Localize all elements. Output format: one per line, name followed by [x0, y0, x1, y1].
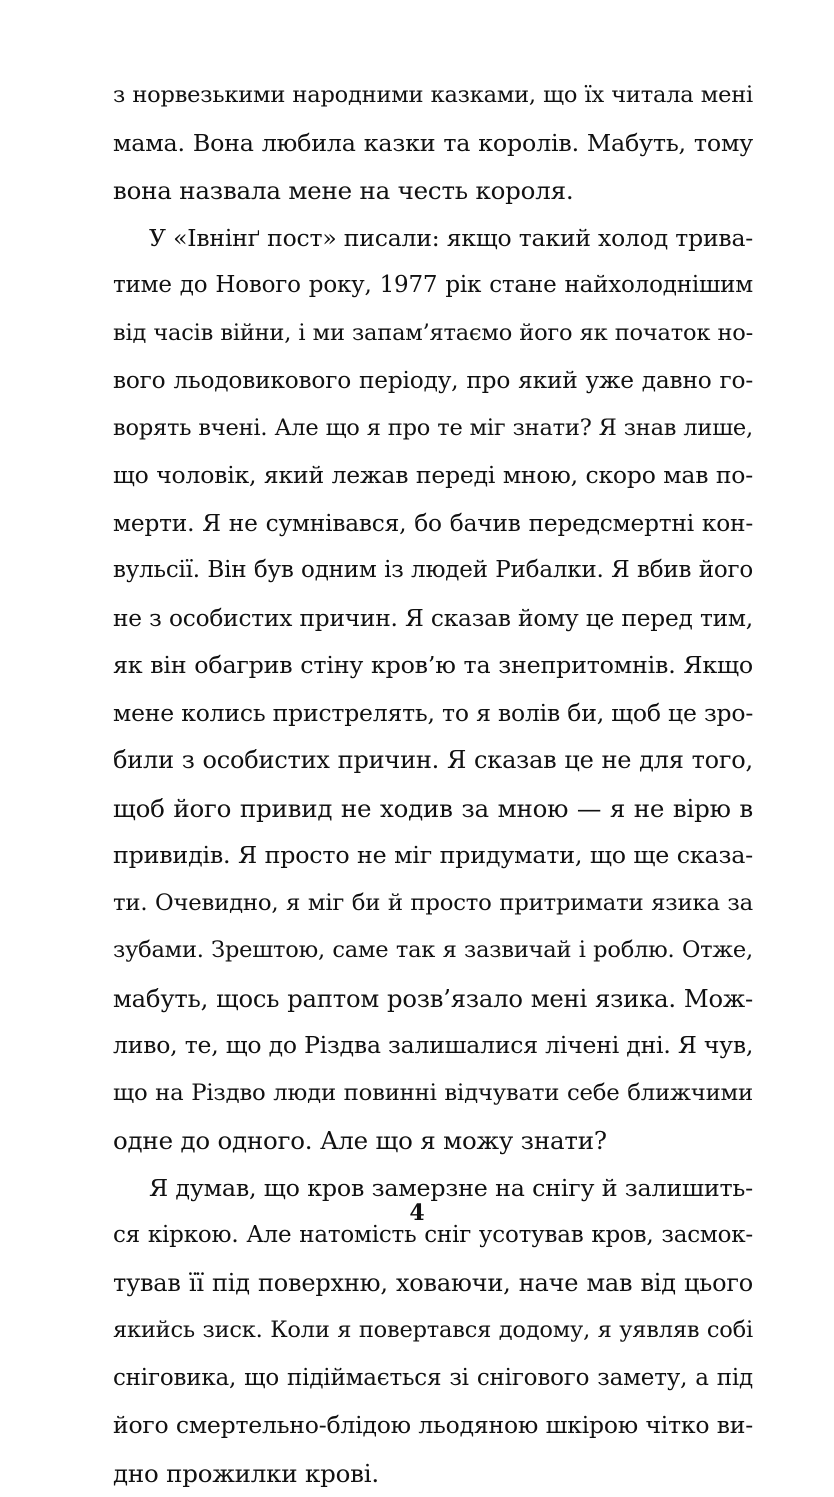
text-line: вого льодовикового періоду, про який уже давно го-	[113, 357, 753, 405]
text-line: з норвезькими народними казками, що їх читала мені	[113, 72, 753, 120]
text-line: щоб його привид не ходив за мною — я не вірю в	[113, 785, 753, 833]
text-line: привидів. Я просто не міг придумати, що ще сказа-	[113, 832, 753, 880]
text-line: сніговика, що підіймається зі снігового замету, а під	[113, 1355, 753, 1403]
text-line: що чоловік, який лежав переді мною, скоро мав по-	[113, 452, 753, 500]
text-line: мабуть, щось раптом розв’язало мені язика. Мож-	[113, 975, 753, 1023]
text-line: Я думав, що кров замерзне на снігу й залишить-	[113, 1165, 753, 1213]
text-line: від часів війни, і ми запам’ятаємо його як початок но-	[113, 310, 753, 358]
book-page-text	[113, 72, 753, 1497]
page-number: 4	[0, 1200, 834, 1226]
text-line: вона назвала мене на честь короля.	[113, 167, 753, 215]
text-line: якийсь зиск. Коли я повертався додому, я уявляв собі	[113, 1307, 753, 1355]
text-line: зубами. Зрештою, саме так я зазвичай і роблю. Отже,	[113, 927, 753, 975]
text-line: У «Івнінґ пост» писали: якщо такий холод трива-	[113, 215, 753, 263]
text-line: мерти. Я не сумнівався, бо бачив передсмертні кон-	[113, 500, 753, 548]
text-line: ся кіркою. Але натомість сніг усотував кров, засмок-	[113, 1212, 753, 1260]
text-line: мене колись пристрелять, то я волів би, щоб це зро-	[113, 690, 753, 738]
text-line: ливо, те, що до Різдва залишалися лічені дні. Я чув,	[113, 1022, 753, 1070]
text-line: мама. Вона любила казки та королів. Мабуть, тому	[113, 120, 753, 168]
text-line: не з особистих причин. Я сказав йому це перед тим,	[113, 595, 753, 643]
text-line: ворять вчені. Але що я про те міг знати? Я знав лише,	[113, 405, 753, 453]
text-line: що на Різдво люди повинні відчувати себе ближчими	[113, 1070, 753, 1118]
text-line: тував її під поверхню, ховаючи, наче мав від цього	[113, 1260, 753, 1308]
text-line: одне до одного. Але що я можу знати?	[113, 1117, 753, 1165]
text-line: ти. Очевидно, я міг би й просто притримати язика за	[113, 880, 753, 928]
text-line: вульсії. Він був одним із людей Рибалки. Я вбив його	[113, 547, 753, 595]
text-line: били з особистих причин. Я сказав це не для того,	[113, 737, 753, 785]
text-line: як він обагрив стіну кров’ю та знепритомнів. Якщо	[113, 642, 753, 690]
text-line: його смертельно-блідою льодяною шкірою чітко ви-	[113, 1402, 753, 1450]
text-line: дно прожилки крові.	[113, 1450, 753, 1497]
text-line: тиме до Нового року, 1977 рік стане найхолоднішим	[113, 262, 753, 310]
